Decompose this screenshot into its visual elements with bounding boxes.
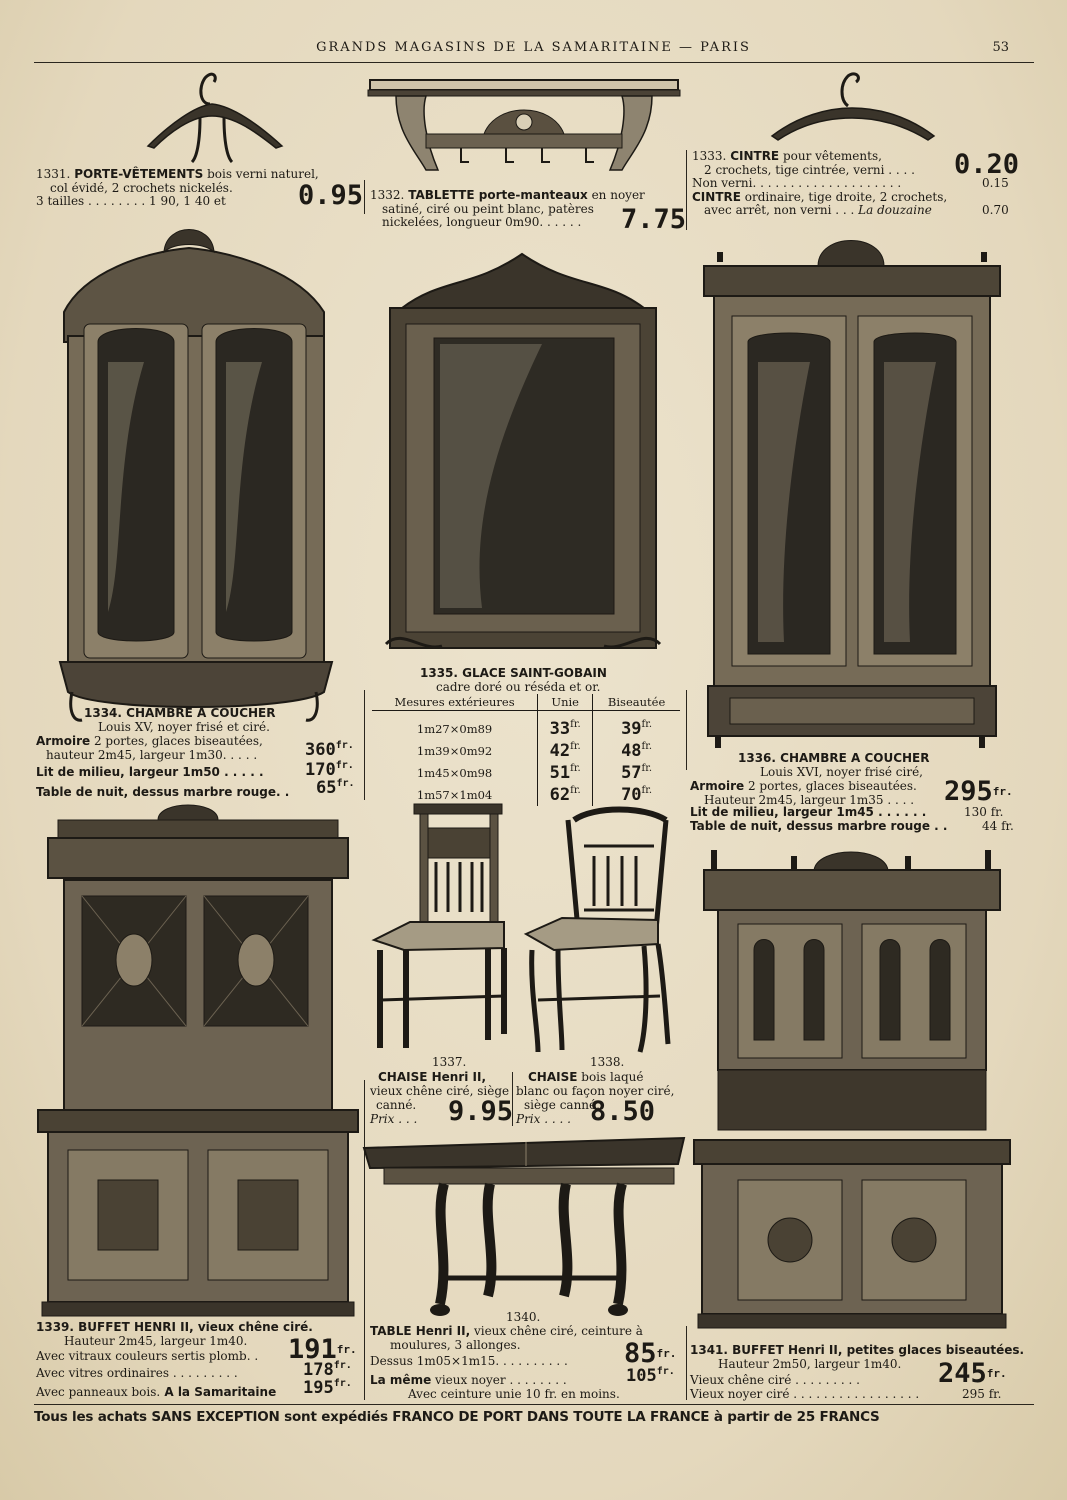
item-1336-armoire-desc: Armoire 2 portes, glaces biseautées. — [690, 779, 917, 793]
item-1337-desc: vieux chêne ciré, siège — [370, 1084, 510, 1098]
item-1339-panneaux: Avec panneaux bois. A la Samaritaine — [36, 1385, 277, 1399]
item-1340-ceinture: Avec ceinture unie 10 fr. en moins. — [408, 1387, 620, 1401]
item-1339-vitraux: Avec vitraux couleurs sertis plomb. . — [36, 1349, 259, 1363]
item-1336-lit: Lit de milieu, largeur 1m45 . . . . . . — [690, 805, 927, 819]
chair-henri-ii-illustration — [370, 800, 510, 1056]
header-rule — [34, 62, 1034, 63]
item-1337-name: CHAISE Henri II, — [378, 1070, 487, 1084]
item-1334-subtitle: Louis XV, noyer frisé et ciré. — [98, 720, 270, 734]
table-row: 1m39×0m92 42fr. 48fr. — [372, 740, 680, 762]
item-1340-title: TABLE Henri II, vieux chêne ciré, ceinture à — [370, 1324, 643, 1338]
item-1340-meme: La même vieux noyer . . . . . . . . — [370, 1373, 567, 1387]
item-1338-desc: blanc ou façon noyer ciré, — [516, 1084, 675, 1098]
item-1334-armoire-price: $360^{fr.}$ — [305, 740, 354, 760]
item-1334-armoire-dims: hauteur 2m45, largeur 1m30. . . . . — [46, 748, 258, 762]
item-1333-desc: 1333. CINTRE pour vêtements, 2 crochets, tige cintrée, verni . . . . Non verni. . . . . . . . . . . . . . . . . . . . CINTRE ordinaire, tige droite, 2 crochets, avec arrêt, non verni . . . La douzaine — [692, 149, 948, 217]
item-1341-title: 1341. BUFFET Henri II, petites glaces biseautées. — [690, 1343, 1025, 1357]
item-1333-price: 0.20 — [954, 149, 1020, 180]
mirror-price-table — [372, 694, 680, 806]
col-divider — [512, 1072, 513, 1126]
col-header-mesures: Mesures extérieures — [372, 694, 538, 711]
item-1334-table-price: $65^{fr.}$ — [316, 778, 355, 798]
item-1331-desc: 1331. PORTE-VÊTEMENTS bois verni naturel, col évidé, 2 crochets nickelés. 3 tailles . . . . . . . . 1 90, 1 40 et — [36, 167, 319, 208]
item-1340-meme-price: $105^{fr.}$ — [626, 1366, 675, 1386]
item-1340-dessus: Dessus 1m05×1m15. . . . . . . . . . — [370, 1354, 568, 1368]
item-1335-subtitle: cadre doré ou réséda et or. — [436, 680, 601, 694]
page-number: 53 — [992, 40, 1009, 55]
col-header-biseautee: Biseautée — [607, 695, 666, 709]
item-1334-table-label: Table de nuit, dessus marbre rouge. . — [36, 785, 290, 799]
item-1339-vitres: Avec vitres ordinaires . . . . . . . . . — [36, 1366, 238, 1380]
page-header-title: GRANDS MAGASINS DE LA SAMARITAINE — PARIS — [316, 40, 751, 55]
item-1336-armoire-dims: Hauteur 2m45, largeur 1m35 . . . . — [704, 793, 915, 807]
item-1336-table-price: 44 fr. — [982, 819, 1014, 833]
table-row: 1m45×0m98 51fr. 57fr. — [372, 762, 680, 784]
item-1335-title: 1335. GLACE SAINT-GOBAIN — [420, 666, 607, 680]
chair-lacquered-illustration — [524, 800, 674, 1062]
item-1341-noyer-price: 295 fr. — [962, 1387, 1002, 1401]
item-1331-price: 0.95 — [298, 180, 364, 211]
item-1334-lit-price: $170^{fr.}$ — [305, 760, 354, 780]
col-divider — [686, 690, 687, 770]
item-1338-prix-label: Prix . . . . — [516, 1112, 571, 1126]
col-header-unie: Unie — [538, 694, 593, 711]
item-1338-ref: 1338. — [590, 1055, 625, 1069]
item-1339-panneaux-price: $195^{fr.}$ — [303, 1378, 352, 1398]
item-1338-price: 8.50 — [590, 1096, 656, 1127]
item-1340-price: $85^{fr.}$ — [624, 1338, 677, 1369]
item-1341-noyer: Vieux noyer ciré . . . . . . . . . . . . . . . . . — [690, 1387, 920, 1401]
item-1336-lit-price: 130 fr. — [964, 805, 1004, 819]
item-1341-chene: Vieux chêne ciré . . . . . . . . . — [690, 1373, 860, 1387]
col-divider — [364, 180, 365, 214]
col-divider — [686, 1326, 687, 1400]
item-1337-ref: 1337. — [432, 1055, 467, 1069]
footer-rule — [34, 1404, 1034, 1405]
armoire-louis-xvi-illustration — [700, 222, 1000, 752]
coat-shelf-illustration — [366, 72, 682, 178]
item-1334-desc: Armoire 2 portes, glaces biseautées, — [36, 734, 263, 748]
item-1336-title: 1336. CHAMBRE A COUCHER — [738, 751, 930, 765]
hanger-illustration — [768, 66, 938, 146]
item-1339-dims: Hauteur 2m45, largeur 1m40. — [64, 1334, 248, 1348]
item-1339-title: 1339. BUFFET HENRI II, vieux chêne ciré. — [36, 1320, 313, 1334]
coat-hanger-illustration — [140, 66, 290, 166]
item-1337-price: 9.95 — [448, 1096, 514, 1127]
item-1336-table: Table de nuit, dessus marbre rouge . . — [690, 819, 948, 833]
item-1340-ref: 1340. — [506, 1310, 541, 1324]
item-1336-subtitle: Louis XVI, noyer frisé ciré, — [760, 765, 923, 779]
item-1333-nonverni-price: 0.15 — [982, 176, 1009, 190]
item-1337-canne: canné. — [376, 1098, 417, 1112]
buffet-henri-ii-left-illustration — [38, 800, 358, 1320]
item-1341-chene-price: $245^{fr.}$ — [938, 1358, 1007, 1389]
buffet-henri-ii-right-illustration — [694, 840, 1010, 1340]
table-henri-ii-illustration — [360, 1128, 688, 1320]
item-1337-prix-label: Prix . . . — [370, 1112, 418, 1126]
item-1339-vitraux-price: $191^{fr.}$ — [288, 1334, 357, 1365]
table-row: 1m27×0m89 33fr. 39fr. — [372, 711, 680, 741]
col-divider — [364, 690, 365, 800]
item-1341-dims: Hauteur 2m50, largeur 1m40. — [718, 1357, 902, 1371]
item-1338-canne: siège canné. — [524, 1098, 600, 1112]
item-1333-douzaine-price: 0.70 — [982, 203, 1009, 217]
item-1334-title: 1334. CHAMBRE A COUCHER — [84, 706, 276, 720]
item-1340-desc: moulures, 3 allonges. — [390, 1338, 521, 1352]
item-1334-lit-label: Lit de milieu, largeur 1m50 . . . . . — [36, 765, 264, 779]
footer-shipping-notice: Tous les achats SANS EXCEPTION sont expédiés FRANCO DE PORT DANS TOUTE LA FRANCE à partir de 25 FRANCS — [34, 1409, 880, 1425]
item-1339-vitres-price: $178^{fr.}$ — [303, 1360, 352, 1380]
armoire-louis-xv-illustration — [54, 212, 344, 722]
item-1332-price: 7.75 — [621, 204, 687, 235]
col-divider — [686, 150, 687, 230]
item-1332-desc: 1332. TABLETTE porte-manteaux en noyer satiné, ciré ou peint blanc, patères nickelées, longueur 0m90. . . . . . — [370, 188, 645, 229]
mirror-illustration — [382, 248, 664, 658]
table-row: 1m57×1m04 62fr. 70fr. — [372, 784, 680, 806]
item-1336-armoire-price: $295^{fr.}$ — [944, 776, 1013, 807]
item-1338-name: CHAISE bois laqué — [528, 1070, 644, 1084]
